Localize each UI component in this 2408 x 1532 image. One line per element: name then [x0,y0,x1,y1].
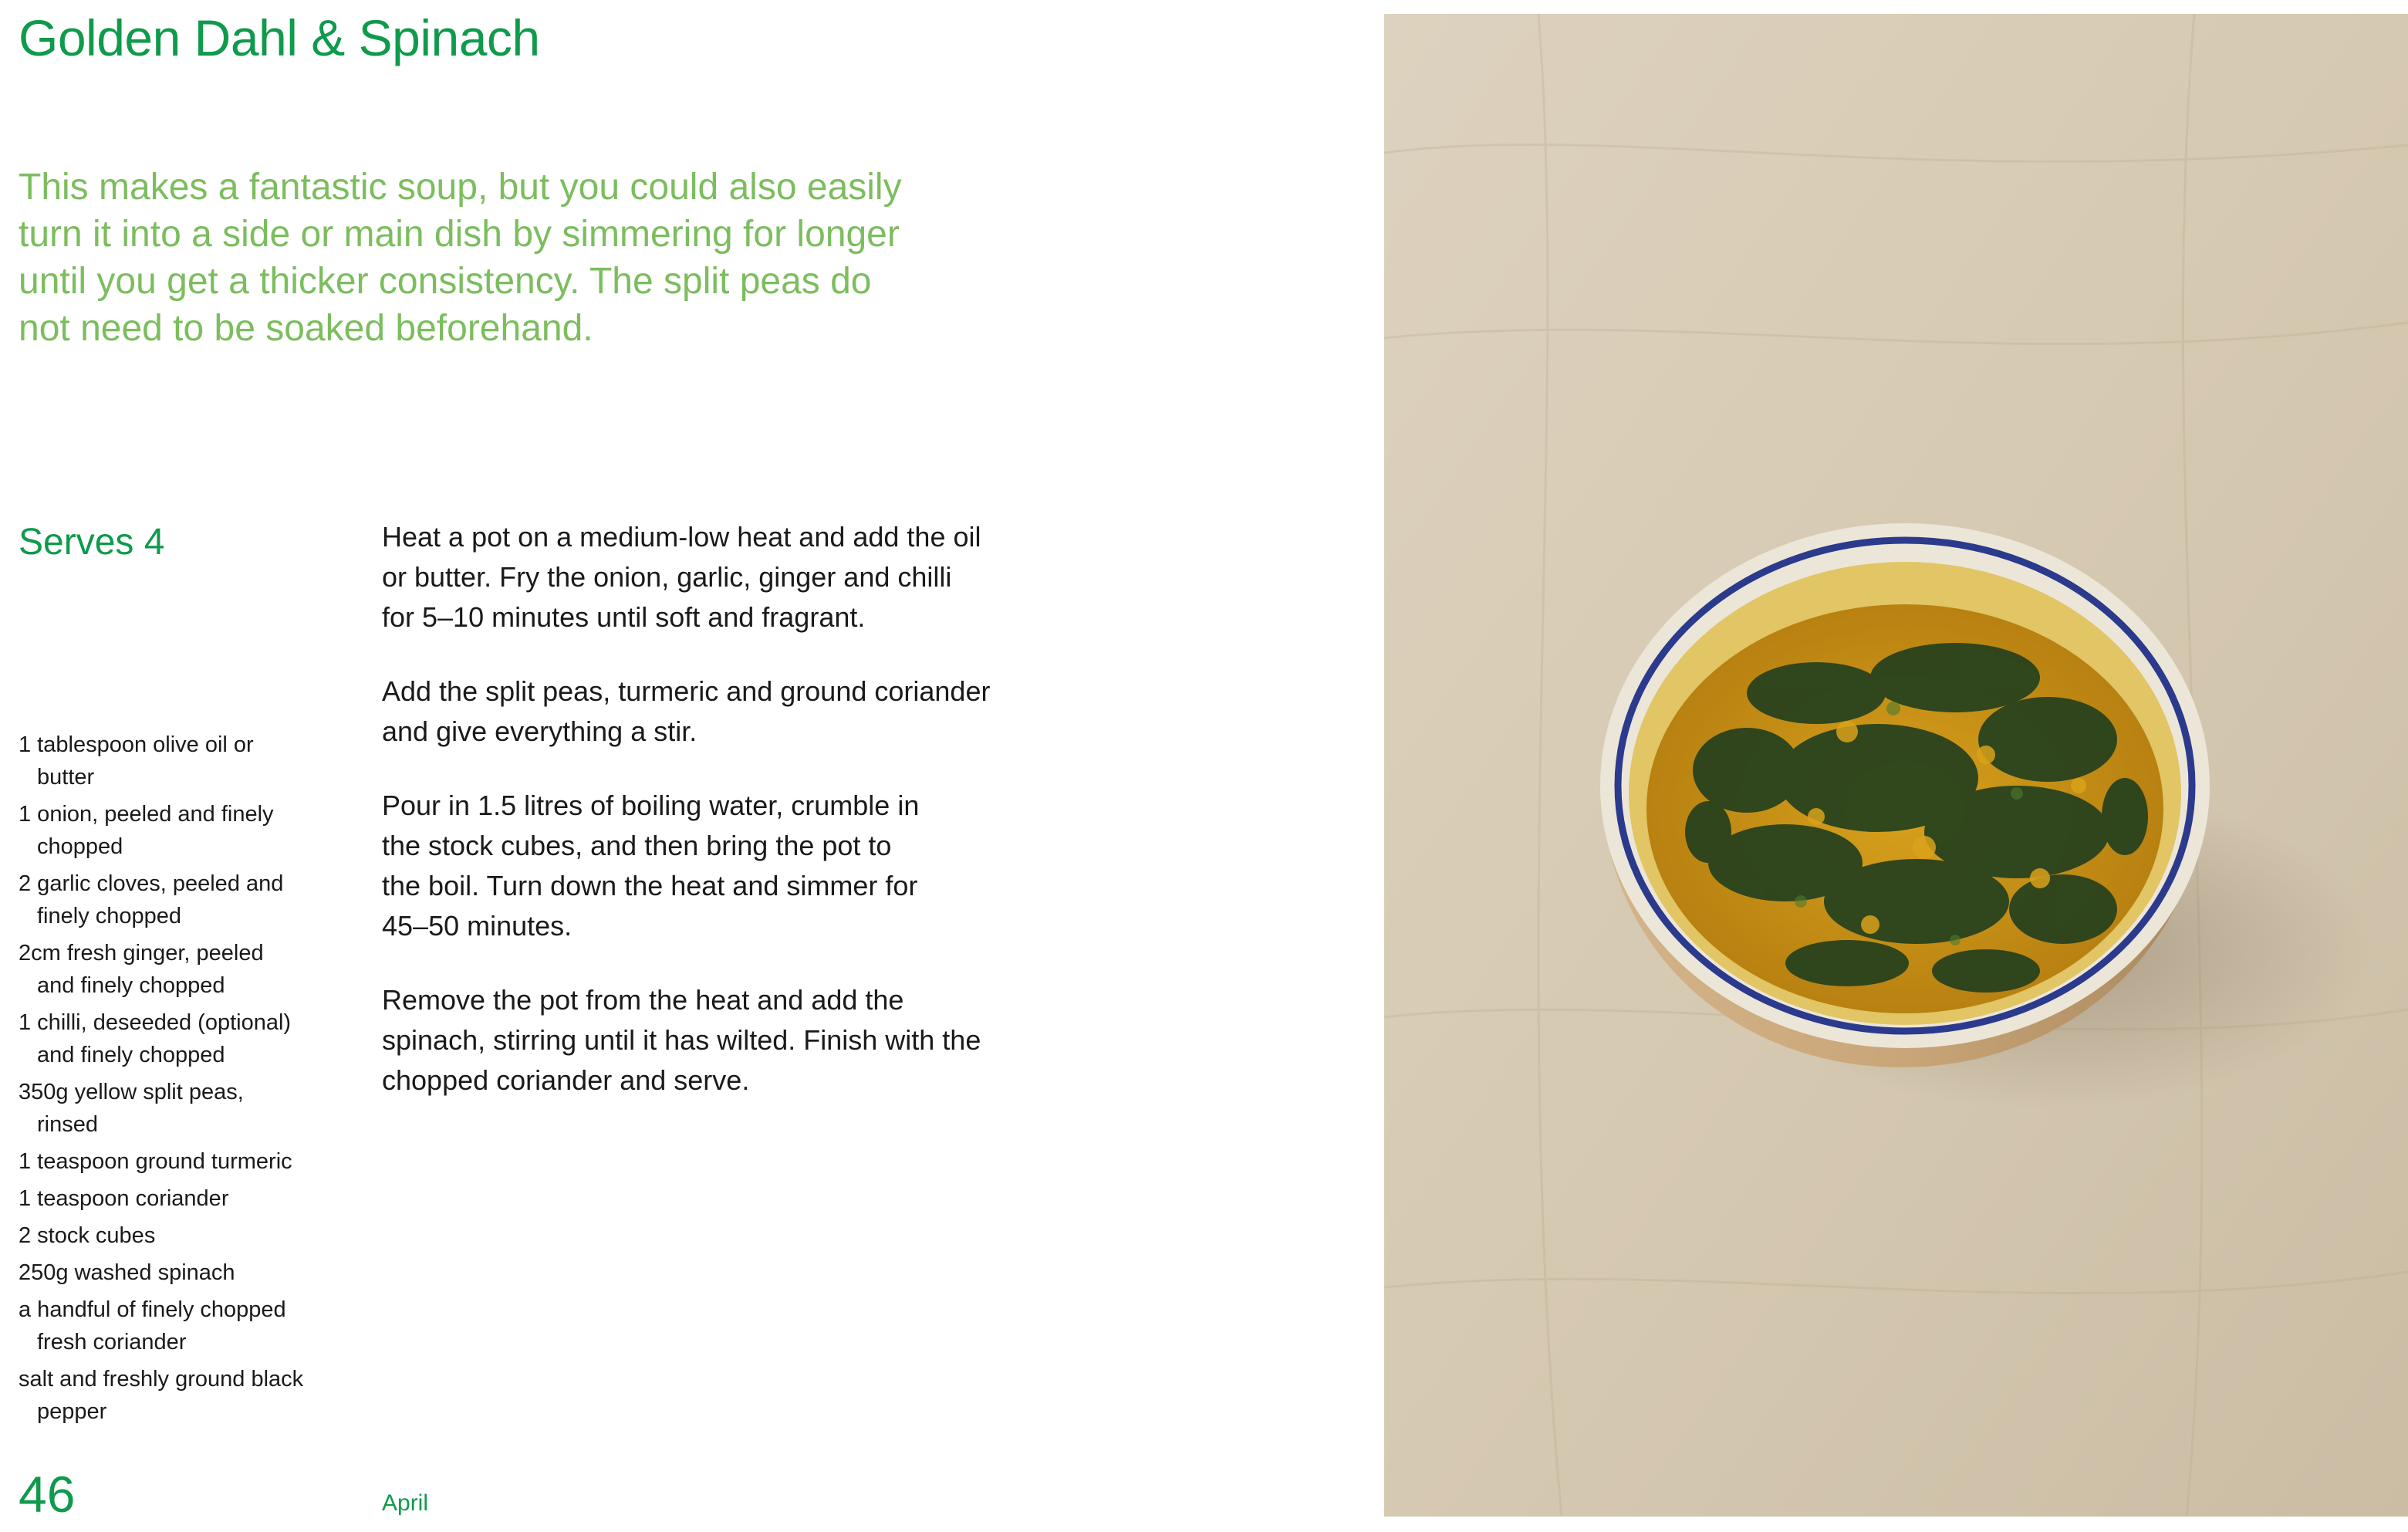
page-number: 46 [19,1466,76,1523]
ingredient-text: 250g washed spinach [19,1260,235,1285]
ingredient-item [19,1145,343,1178]
method-line: Remove the pot from the heat and add the [382,984,904,1016]
ingredient-text: finely chopped [37,904,182,928]
method-line: Heat a pot on a medium-low heat and add the oil [382,521,981,553]
ingredient-item [19,1256,343,1289]
ingredient-item [19,1076,343,1141]
ingredient-item [19,1219,343,1252]
ingredient-text: 1 tablespoon olive oil or [19,732,254,757]
ingredient-text: and finely chopped [37,973,225,998]
method-line: spinach, stirring until it has wilted. Finish with the [382,1024,981,1056]
method-step [382,786,1061,946]
method-steps [382,517,1061,1135]
ingredient-text: butter [37,765,95,790]
ingredient-item [19,937,343,1002]
ingredient-text: 1 chilli, deseeded (optional) [19,1010,292,1035]
ingredient-text: fresh coriander [37,1330,187,1354]
ingredient-item [19,867,343,932]
recipe-intro [19,164,1022,352]
ingredient-text: rinsed [37,1112,98,1137]
method-step [382,517,1061,637]
method-step [382,671,1061,752]
ingredient-text: 1 onion, peeled and finely [19,802,274,827]
intro-line: turn it into a side or main dish by simmering for longer [19,214,900,255]
method-line: or butter. Fry the onion, garlic, ginger and chilli [382,561,952,593]
ingredient-text: 1 teaspoon coriander [19,1186,229,1211]
ingredient-item [19,1006,343,1071]
method-line: the boil. Turn down the heat and simmer for [382,870,918,901]
method-line: the stock cubes, and then bring the pot to [382,830,892,861]
method-line: chopped coriander and serve. [382,1064,750,1096]
recipe-title: Golden Dahl & Spinach [19,9,540,66]
ingredient-text: 2 garlic cloves, peeled and [19,871,284,896]
ingredient-text: 2 stock cubes [19,1223,156,1248]
method-line: for 5–10 minutes until soft and fragrant. [382,601,866,633]
ingredient-item [19,1294,343,1358]
ingredient-text: pepper [37,1399,107,1424]
ingredient-item [19,729,343,793]
serves-label: Serves 4 [19,522,165,563]
intro-line: not need to be soaked beforehand. [19,308,593,349]
method-line: and give everything a stir. [382,715,697,747]
ingredients-list [19,729,343,1432]
ingredient-text: 1 teaspoon ground turmeric [19,1149,292,1174]
ingredient-item [19,798,343,863]
ingredient-item [19,1363,343,1428]
ingredient-item [19,1182,343,1215]
method-line: Pour in 1.5 litres of boiling water, crumble in [382,790,920,821]
intro-line: This makes a fantastic soup, but you could also easily [19,167,902,208]
ingredient-text: a handful of finely chopped [19,1297,286,1322]
ingredient-text: chopped [37,834,123,859]
ingredient-text: 2cm fresh ginger, peeled [19,941,264,966]
ingredient-text: salt and freshly ground black [19,1367,304,1392]
method-line: Add the split peas, turmeric and ground coriander [382,675,991,707]
dahl-bowl-photo [1384,14,2408,1517]
intro-line: until you get a thicker consistency. The split peas do [19,261,872,302]
month-label: April [382,1490,429,1516]
ingredient-text: 350g yellow split peas, [19,1080,244,1104]
method-step [382,980,1061,1101]
method-line: 45–50 minutes. [382,910,572,942]
ingredient-text: and finely chopped [37,1043,225,1067]
